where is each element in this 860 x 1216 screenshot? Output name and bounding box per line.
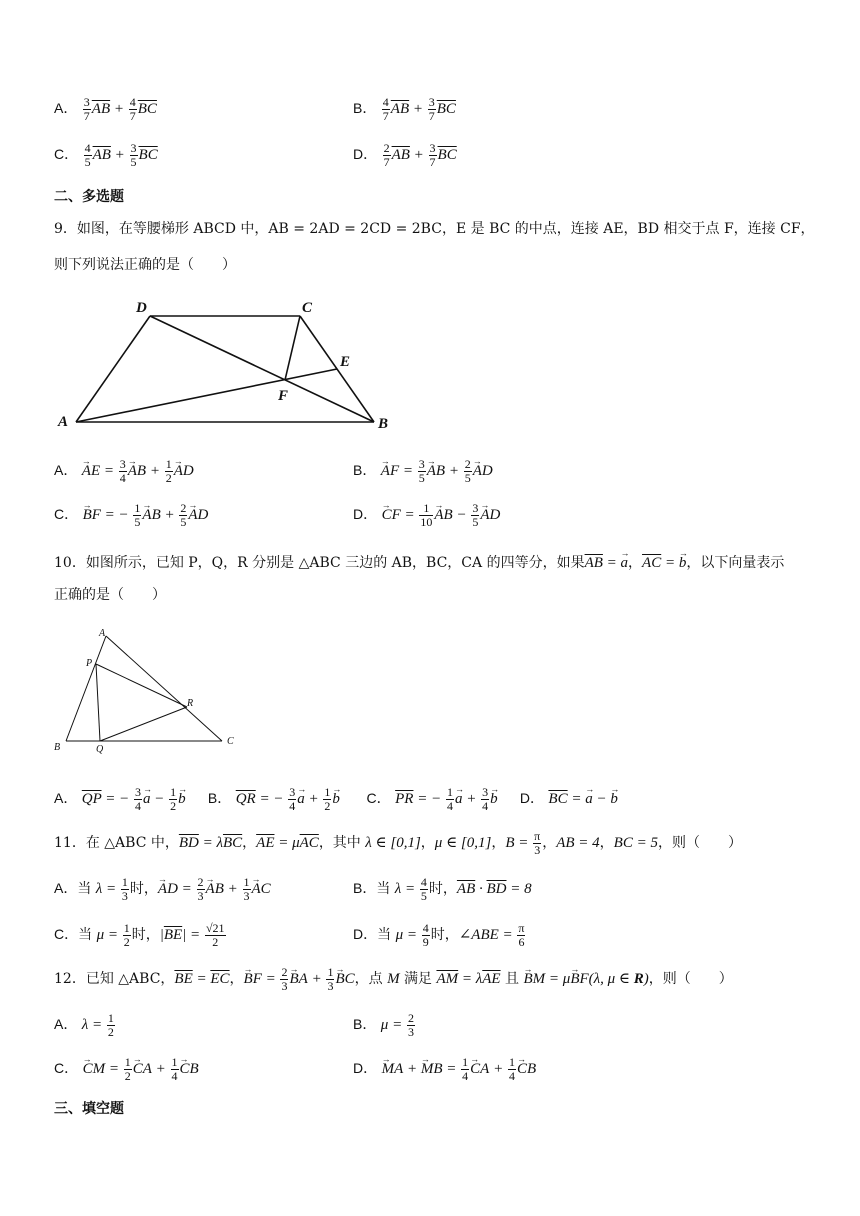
- q8-option-a: A． $\frac{3}{7}$ $\overline{AB}$ + $\frac{4}{7}$ $\overline{BC}$: [54, 95, 157, 123]
- q9-trapezoid-figure: [50, 292, 400, 434]
- q9-stem-line1: 9．如图，在等腰梯形 ABCD 中，AB = 2AD = 2CD = 2BC，E 是 BC 的中点，连接 AE，BD 相交于点 F，连接 CF，: [54, 221, 815, 237]
- q9-point-c: C: [302, 300, 313, 316]
- q12-option-d: D． → MA + → MB = $\frac{1}{4}$ → CA + $\frac{1}{4}$ → CB: [353, 1056, 536, 1083]
- q8-option-c: C． $\frac{4}{5}$ $\overline{AB}$ + $\frac{3}{5}$ $\overline{BC}$: [54, 141, 158, 169]
- q12-option-a: A． λ = $\frac{1}{2}$: [54, 1011, 114, 1039]
- q9-option-a: A． → AE = $\frac{3}{4}$ → AB + $\frac{1}{2}$ → AD: [54, 458, 194, 485]
- q9-point-d: D: [136, 300, 147, 316]
- q10-point-r: R: [187, 698, 194, 709]
- q10-stem-line1: 10．如图所示，已知 P，Q，R 分别是 △ABC 三边的 AB，BC，CA 的四等分，如果$\overline{AB}$ = → a，$\overline{AC}$ = → b，以下向量表示: [54, 552, 844, 574]
- q9-option-d: D． → CF = $\frac{1}{10}$ → AB − $\frac{3}{5}$ → AD: [353, 502, 500, 529]
- q11-option-d: D．当 μ = $\frac{4}{9}$ 时，∠ABE = $\frac{\pi}{6}$: [353, 921, 525, 949]
- q8-option-b: B． $\frac{4}{7}$ $\overline{AB}$ + $\frac{3}{7}$ $\overline{BC}$: [353, 95, 456, 123]
- q10-triangle-figure: [50, 624, 250, 756]
- q12-option-b: B． μ = $\frac{2}{3}$: [353, 1011, 414, 1039]
- q10-options-row: A． $\overline{QP}$ = − $\frac{3}{4}$ → a − $\frac{1}{2}$ → b B． $\overline{QR}$ = − $\frac{3}{4}$ → a + $\frac{1}{2}$ → b C． $\overline{PR}$ = − $\frac{1}{4}$ → a + $\frac{3}{4}$ → b D． $\overline{BC}$ = → a − → b: [54, 786, 618, 813]
- q9-point-b: B: [378, 416, 389, 432]
- q10-point-q: Q: [96, 744, 104, 755]
- q8-option-d: D． $\frac{2}{7}$ $\overline{AB}$ + $\frac{3}{7}$ $\overline{BC}$: [353, 141, 457, 169]
- section-heading-fill-in: 三、填空题: [54, 1101, 124, 1117]
- q9-stem-line2: 则下列说法正确的是（ ）: [54, 257, 236, 273]
- q10-point-a: A: [99, 628, 106, 639]
- q9-point-e: E: [340, 354, 351, 370]
- q11-option-c: C．当 μ = $\frac{1}{2}$ 时，$|\overline{BE}|$ = $\frac{√21}{2}$: [54, 921, 225, 949]
- q9-option-b: B． → AF = $\frac{3}{5}$ → AB + $\frac{2}{5}$ → AD: [353, 458, 493, 485]
- q11-stem: 11．在 △ABC 中，$\overline{BD} = \lambda\overline{BC}$，$\overline{AE} = \mu\overline{AC}$，其中 λ ∈ [0,1]，μ ∈ [0,1]，B = $\frac{\pi}{3}$ ，AB = 4，BC = 5，则（ ）: [54, 829, 742, 857]
- q12-stem: 12．已知 △ABC，$\overline{BE} = \overline{EC}$，→ BF = $\frac{2}{3}$ → BA + $\frac{1}{3}$ → BC，点 M 满足 $\overline{AM} = \lambda\overline{AE}$ 且 → BM = μ→ BF(λ, μ ∈ R)，则（ ）: [54, 966, 844, 993]
- q10-stem-line2: 正确的是（ ）: [54, 587, 166, 603]
- q12-option-c: C． → CM = $\frac{1}{2}$ → CA + $\frac{1}{4}$ → CB: [54, 1056, 199, 1083]
- q10-point-c: C: [227, 736, 234, 747]
- q9-point-a: A: [58, 414, 69, 430]
- q10-point-p: P: [86, 658, 93, 669]
- q11-option-b: B．当 λ = $\frac{4}{5}$ 时，$\overline{AB} \cdot \overline{BD} = 8$: [353, 875, 532, 903]
- q9-option-c: C． → BF = − $\frac{1}{5}$ → AB + $\frac{2}{5}$ → AD: [54, 502, 208, 529]
- section-heading-multiple-choice: 二、多选题: [54, 189, 124, 205]
- q10-point-b: B: [54, 742, 61, 753]
- q9-point-f: F: [278, 388, 289, 404]
- q11-option-a: A．当 λ = $\frac{1}{3}$ 时，→ AD = $\frac{2}{3}$ → AB + $\frac{1}{3}$ → AC: [54, 876, 271, 903]
